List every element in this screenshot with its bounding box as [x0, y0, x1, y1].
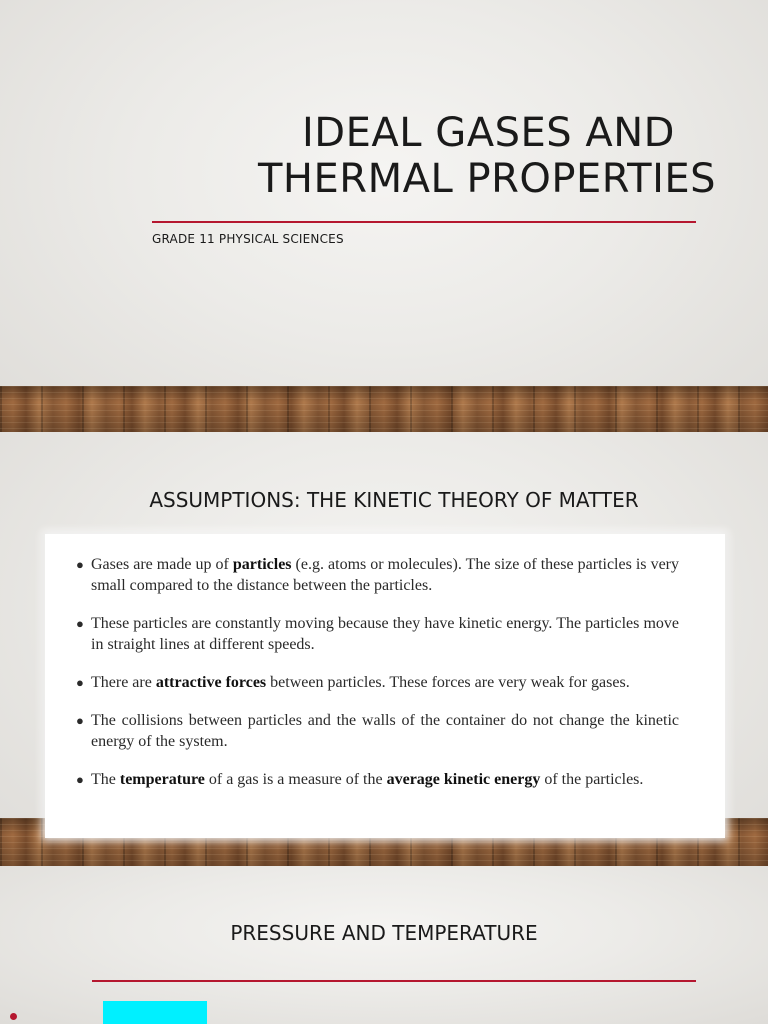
- slide-title-line-2: THERMAL PROPERTIES: [258, 156, 717, 202]
- title-slide: [0, 0, 768, 432]
- bullet-text-pre: The: [91, 771, 120, 788]
- assumptions-slide: [0, 432, 768, 866]
- bullet-dot-icon: [10, 1013, 17, 1020]
- bullet-icon: ●: [76, 675, 84, 690]
- bullet-icon: ●: [76, 713, 84, 728]
- bullet-text-bold: attractive forces: [155, 674, 267, 691]
- bullet-text-post: (e.g. atoms or molecules). The size of these particles is very small compared to the distance between the particles.: [91, 556, 679, 594]
- bullet-text-pre: There are: [91, 674, 156, 691]
- pressure-temperature-slide: [0, 866, 768, 1024]
- list-item: [76, 769, 679, 790]
- bullet-text-mid: of a gas is a measure of the: [204, 771, 387, 788]
- list-item: [76, 710, 679, 752]
- bullet-text: The collisions between particles and the walls of the container do not change the kinetic energy of the system.: [91, 712, 679, 750]
- slide-heading: ASSUMPTIONS: THE KINETIC THEORY OF MATTER: [149, 488, 639, 512]
- assumptions-content-box: [45, 534, 725, 838]
- bullet-icon: ●: [76, 616, 84, 631]
- bullet-text-bold: temperature: [119, 771, 205, 788]
- slide-title-line-1: IDEAL GASES AND: [302, 110, 675, 156]
- bullet-text-post: of the particles.: [540, 771, 644, 788]
- list-item: [76, 672, 679, 693]
- highlight-block: [103, 1001, 207, 1024]
- slide-subtitle: GRADE 11 PHYSICAL SCIENCES: [152, 232, 344, 246]
- wood-floor-decoration: [0, 386, 768, 432]
- list-item: [76, 554, 679, 596]
- list-item: [76, 613, 679, 655]
- assumptions-list: [76, 554, 679, 790]
- bullet-text-bold-2: average kinetic energy: [386, 771, 541, 788]
- heading-divider: [92, 980, 696, 982]
- bullet-text-bold: particles: [232, 556, 292, 573]
- slide-heading: PRESSURE AND TEMPERATURE: [230, 921, 538, 945]
- bullet-icon: ●: [76, 557, 84, 572]
- slide-title: [258, 110, 738, 202]
- bullet-text-pre: Gases are made up of: [91, 556, 233, 573]
- title-divider: [152, 221, 696, 223]
- bullet-icon: ●: [76, 772, 84, 787]
- bullet-text-post: between particles. These forces are very weak for gases.: [266, 674, 630, 691]
- bullet-text: These particles are constantly moving because they have kinetic energy. The particles move in straight lines at different speeds.: [91, 615, 679, 653]
